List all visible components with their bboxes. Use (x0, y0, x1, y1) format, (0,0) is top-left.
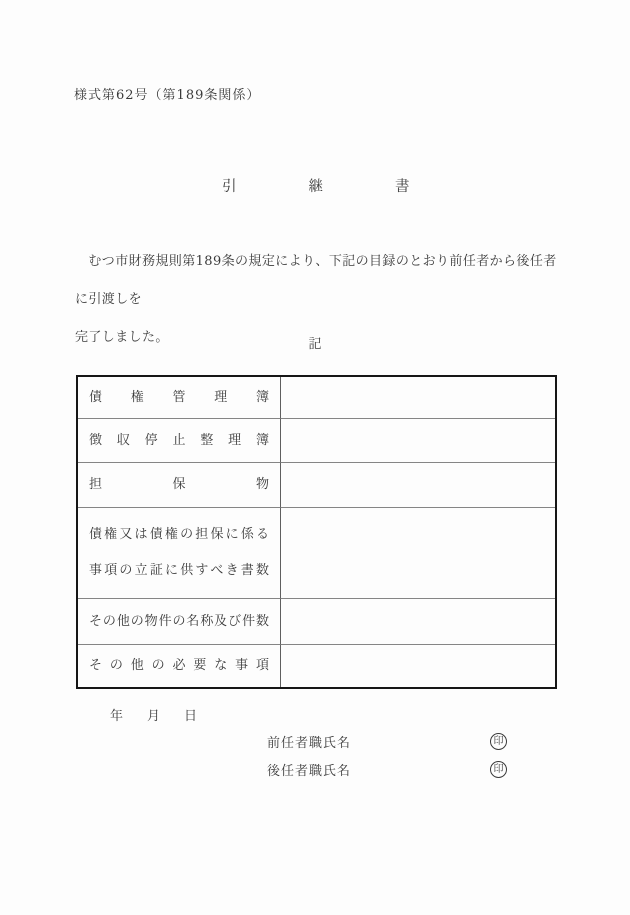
table-value-risshou-shosuu (281, 508, 555, 599)
table-label-text-line2: 事項の立証に供すべき書数 (89, 563, 269, 578)
table-label-choshu-teishi-seiribo (78, 419, 281, 463)
seal-char: 印 (493, 763, 504, 775)
seal-mark-icon (490, 761, 507, 778)
table-label-text: その他の必要な事項 (89, 658, 269, 673)
table-label-saiken-kanribo (78, 377, 281, 419)
table-label-risshou-shosuu (78, 508, 281, 599)
successor-name-label: 後任者職氏名 (267, 764, 352, 779)
record-heading: 記 (308, 337, 322, 352)
table-value-sonota-bukken (281, 599, 555, 645)
table-value-saiken-kanribo (281, 377, 555, 419)
table-value-choshu-teishi-seiribo (281, 419, 555, 463)
body-line-1: むつ市財務規則第189条の規定により、下記の目録のとおり前任者から後任者に引渡しを (75, 254, 557, 307)
date-line: 年月日 (110, 709, 222, 724)
table-label-text-line1: 債権又は債権の担保に係る (89, 527, 269, 542)
table-label-text: その他の物件の名称及び件数 (89, 613, 269, 629)
handover-inventory-table (76, 375, 557, 689)
body-line-2: 完了しました。 (75, 330, 169, 345)
table-value-tampobutsu (281, 463, 555, 508)
document-title: 引継書 (222, 179, 482, 195)
table-label-sonota-hitsuyo-jiko (78, 645, 281, 687)
table-label-text: 徴収停止整理簿 (89, 432, 269, 448)
table-label-tampobutsu (78, 463, 281, 508)
seal-mark-icon (490, 733, 507, 750)
signature-row-predecessor (267, 732, 507, 751)
table-value-sonota-hitsuyo-jiko (281, 645, 555, 687)
seal-char: 印 (493, 735, 504, 747)
table-label-text: 債権管理簿 (89, 389, 269, 405)
form-number: 様式第62号（第189条関係） (74, 88, 261, 103)
table-label-text: 担保物 (89, 477, 269, 492)
table-label-sonota-bukken (78, 599, 281, 645)
predecessor-name-label: 前任者職氏名 (267, 736, 352, 751)
signature-row-successor (267, 760, 507, 779)
